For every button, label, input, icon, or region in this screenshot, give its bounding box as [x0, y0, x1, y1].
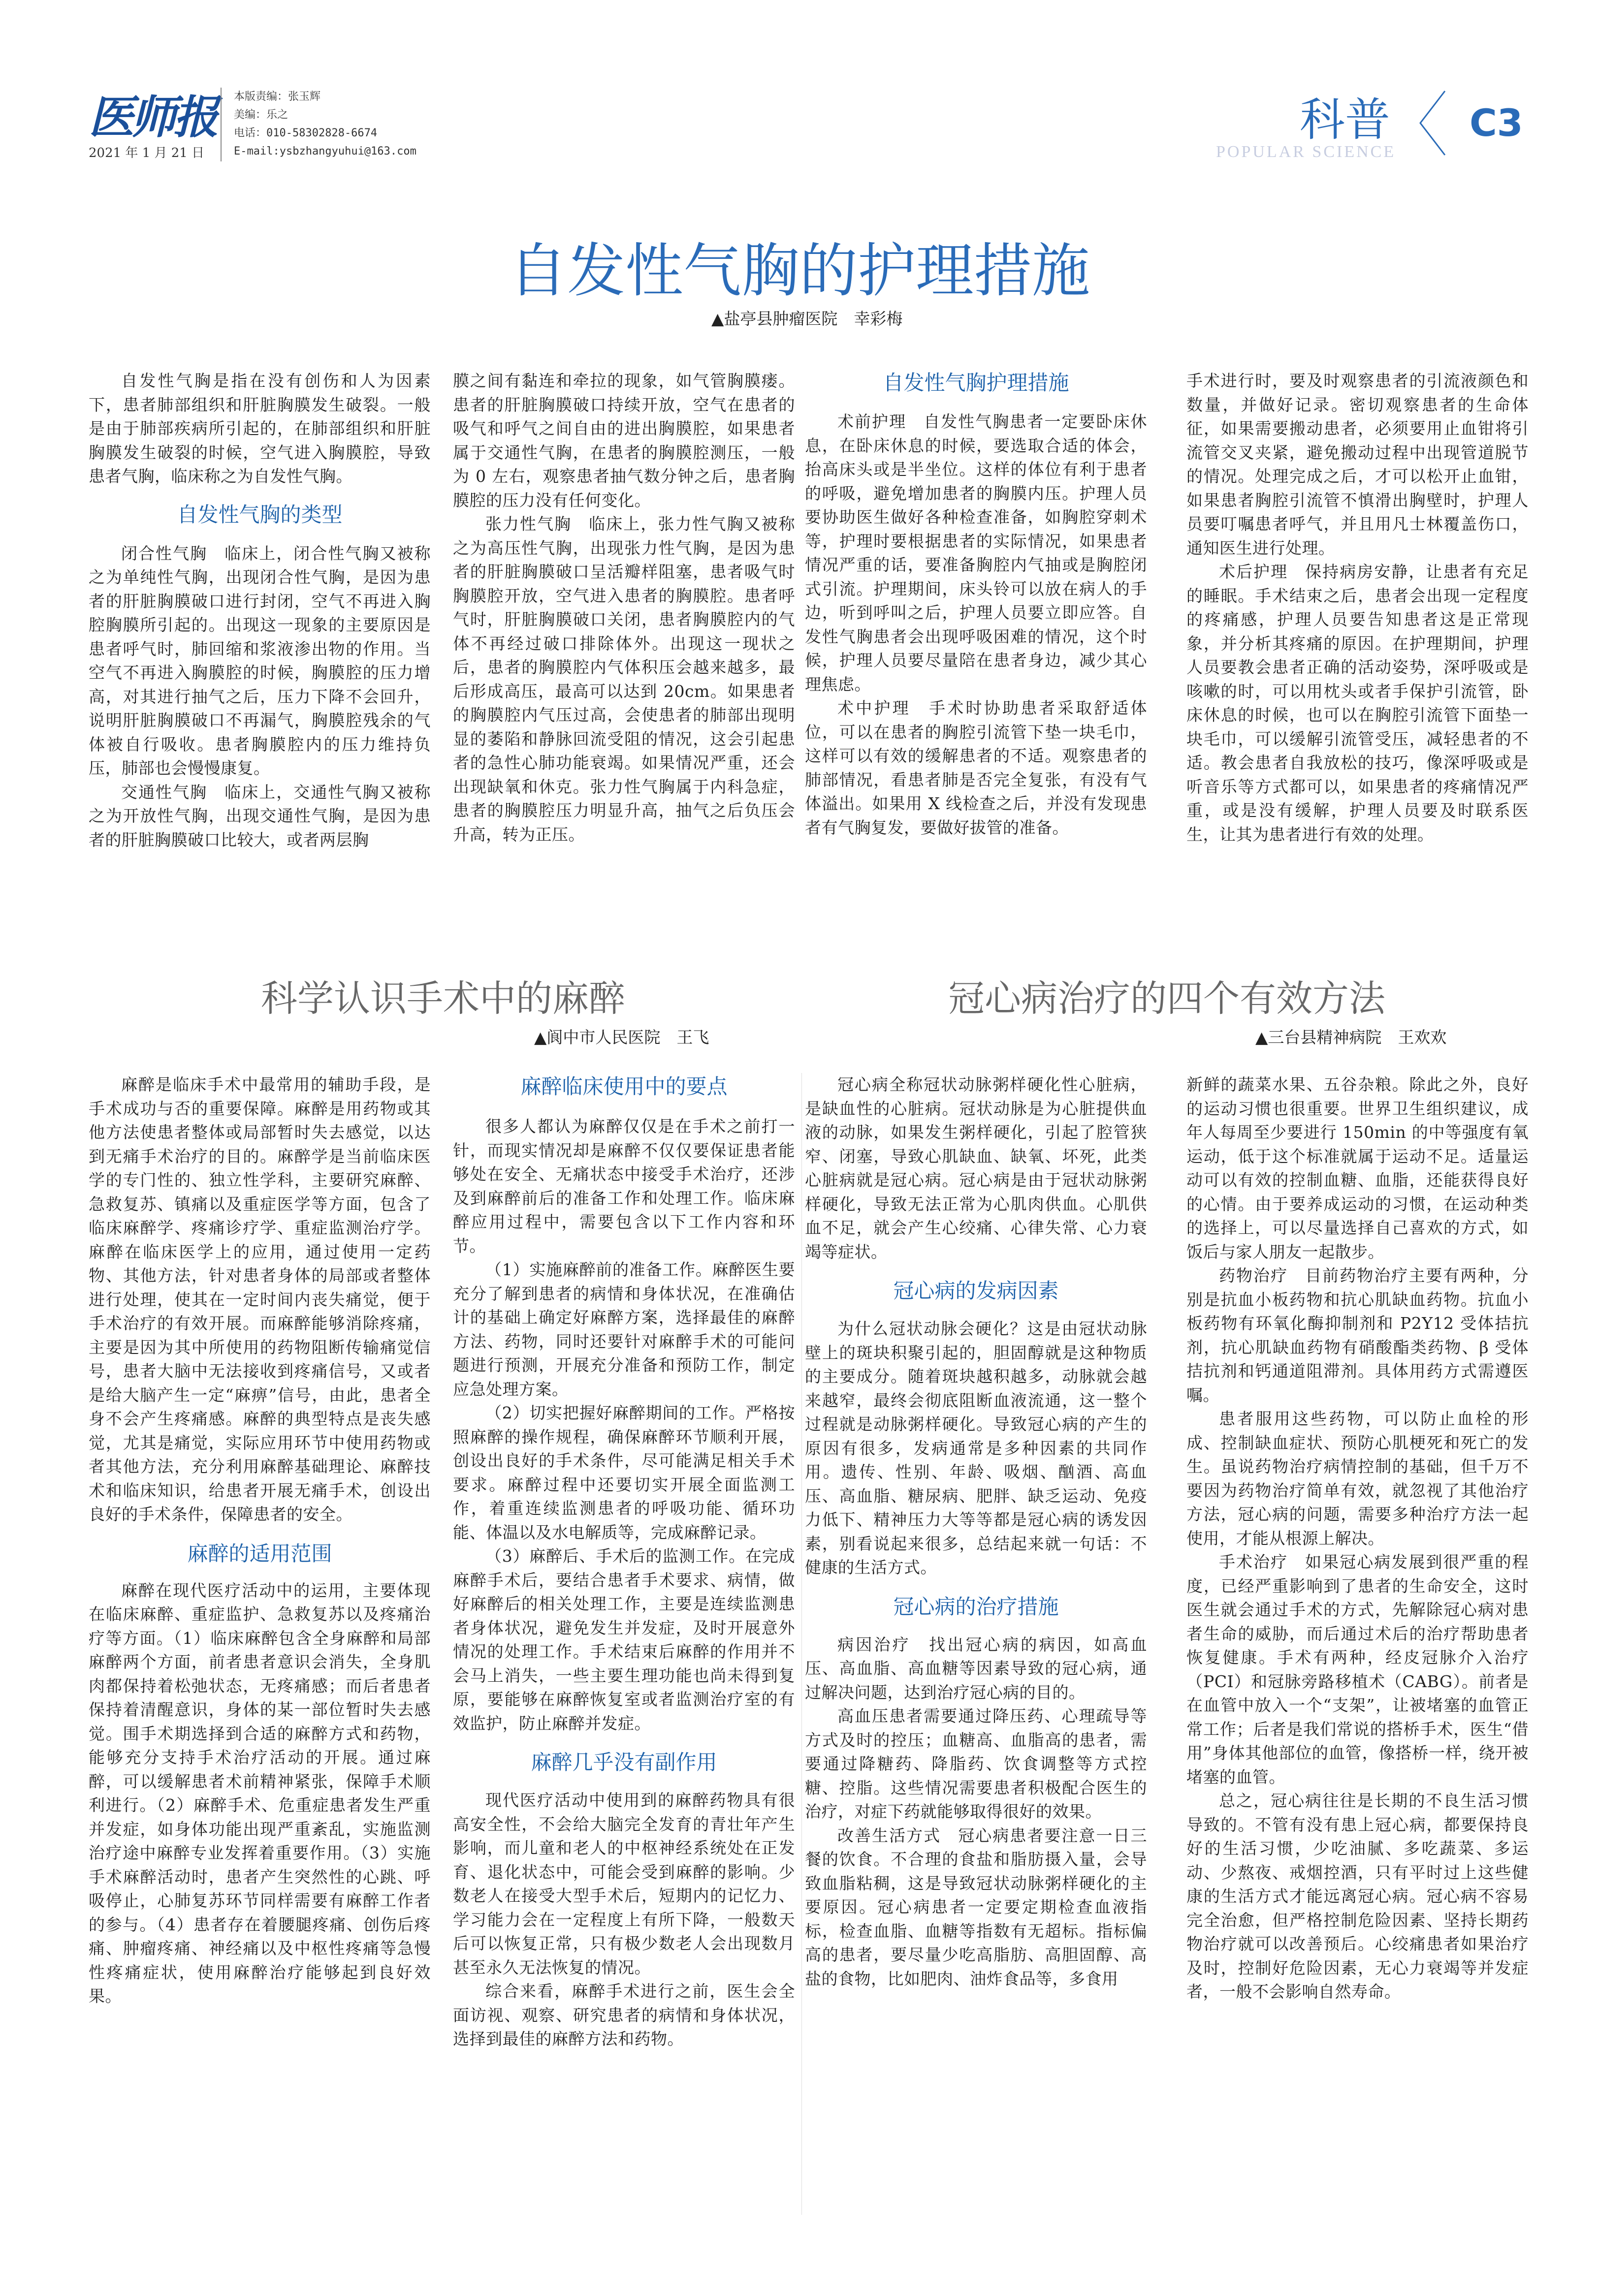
masthead-divider — [221, 88, 222, 161]
article2-column-1 — [89, 1073, 431, 2009]
chevron-left-icon — [1418, 89, 1447, 157]
newspaper-logo: 医师报 — [89, 91, 216, 144]
article1-author: ▲盐亭县肿瘤医院 幸彩梅 — [711, 309, 903, 328]
article2-title: 科学认识手术中的麻醉 — [261, 977, 625, 1020]
paragraph: 药物治疗 目前药物治疗主要有两种，分别是抗血小板药物和抗心肌缺血药物。抗血小板药物有环氧化酶抑制剂和 P2Y12 受体拮抗剂，抗心肌缺血药物有硝酸酯类药物、β 受体拮抗剂和钙通道阻滞剂。具体用药方式需遵医嘱。 — [1186, 1266, 1529, 1405]
editor-line: 本版责编：张玉辉 — [234, 91, 321, 103]
paragraph: （2）切实把握好麻醉期间的工作。严格按照麻醉的操作规程，确保麻醉环节顺利开展，创设出良好的手术条件，尽可能满足相关手术要求。麻醉过程中还要切实开展全面监测工作，着重连续监测患者的呼吸功能、循环功能、体温以及水电解质等，完成麻醉记录。 — [453, 1403, 795, 1542]
paragraph: 术前护理 自发性气胸患者一定要卧床休息，在卧床休息的时候，要选取合适的体会，抬高床头或是半坐位。这样的体位有利于患者的呼吸，避免增加患者的胸膜内压。护理人员要协助医生做好各种检查准备，如胸腔穿刺术等，护理时要根据患者的实际情况，如果患者情况严重的话，要准备胸腔内气抽或是胸腔闭式引流。护理期间，床头铃可以放在病人的手边，听到呼叫之后，护理人员要立即应答。自发性气胸患者会出现呼吸困难的情况，这个时候，护理人员要尽量陪在患者身边，减少其心理焦虑。 — [805, 412, 1147, 694]
paragraph: 手术治疗 如果冠心病发展到很严重的程度，已经严重影响到了患者的生命安全，这时医生就会通过手术的方式，先解除冠心病对患者生命的威胁，而后通过术后的治疗帮助患者恢复健康。手术有两种，经皮冠脉介入治疗（PCI）和冠脉旁路移植术（CABG）。前者是在血管中放入一个“支架”，让被堵塞的血管正常工作；后者是我们常说的搭桥手术，医生“借用”身体其他部位的血管，像搭桥一样，绕开被堵塞的血管。 — [1186, 1552, 1529, 1787]
paragraph: 闭合性气胸 临床上，闭合性气胸又被称之为单纯性气胸，出现闭合性气胸，是因为患者的肝脏胸膜破口进行封闭，空气不再进入胸腔胸膜所引起的。出现这一现象的主要原因是患者呼气时，肺回缩和浆液渗出物的作用。当空气不再进入胸膜腔的时候，胸膜腔的压力增高，对其进行抽气之后，压力下降不会回升，说明肝脏胸膜破口不再漏气，胸膜腔残余的气体被自行吸收。患者胸膜腔内的压力维持负压，肺部也会慢慢康复。 — [89, 543, 431, 778]
paragraph: 很多人都认为麻醉仅仅是在手术之前打一针，而现实情况却是麻醉不仅仅要保证患者能够处在安全、无痛状态中接受手术治疗，还涉及到麻醉前后的准备工作和处理工作。临床麻醉应用过程中，需要包含以下工作内容和环节。 — [453, 1117, 795, 1256]
section-name-en: POPULAR SCIENCE — [1216, 143, 1396, 161]
article1-column-3 — [805, 367, 1147, 840]
article1-column-4 — [1186, 369, 1529, 847]
paragraph: 术后护理 保持病房安静，让患者有充足的睡眠。手术结束之后，患者会出现一定程度的疼痛感，护理人员要告知患者这是正常现象，并分析其疼痛的原因。在护理期间，护理人员要教会患者正确的活动姿势，深呼吸或是咳嗽的时，可以用枕头或者手保护引流管，卧床休息的时候，也可以在胸腔引流管下面垫一块毛巾，可以缓解引流管受压，减轻患者的不适。教会患者自我放松的技巧，像深呼吸或是听音乐等方式都可以，如果患者的疼痛情况严重，或是没有缓解，护理人员要及时联系医生，让其为患者进行有效的处理。 — [1186, 562, 1529, 844]
paragraph: 交通性气胸 临床上，交通性气胸又被称之为开放性气胸，出现交通性气胸，是因为患者的肝脏胸膜破口比较大，或者两层胸 — [89, 782, 431, 849]
subheading: 自发性气胸的类型 — [177, 502, 343, 527]
paragraph: 张力性气胸 临床上，张力性气胸又被称之为高压性气胸，出现张力性气胸，是因为患者的肝脏胸膜破口呈活瓣样阻塞，患者吸气时胸膜腔开放，空气进入患者的胸膜腔。患者呼气时，肝脏胸膜破口关闭，患者胸膜腔内的气体不再经过破口排除体外。出现这一现状之后，患者的胸膜腔内气体积压会越来越多，最后形成高压，最高可以达到 20cm。如果患者的胸膜腔内气压过高，会使患者的肺部出现明显的萎陷和静脉回流受阻的情况，这会引起患者的急性心肺功能衰竭。如果情况严重，还会出现缺氧和休克。张力性气胸属于内科急症，患者的胸膜腔压力明显升高，抽气之后负压会升高，转为正压。 — [453, 514, 795, 844]
article1-title: 自发性气胸的护理措施 — [509, 237, 1090, 305]
masthead — [0, 0, 1599, 162]
paragraph: 麻醉在现代医疗活动中的运用，主要体现在临床麻醉、重症监护、急救复苏以及疼痛治疗等方面。（1）临床麻醉包含全身麻醉和局部麻醉两个方面，前者患者意识会消失，全身肌肉都保持着松弛状态，无疼痛感；而后者患者保持着清醒意识，身体的某一部位暂时失去感觉。围手术期选择到合适的麻醉方式和药物，能够充分支持手术治疗活动的开展。通过麻醉，可以缓解患者术前精神紧张，保障手术顺利进行。（2）麻醉手术、危重症患者发生严重并发症，如身体功能出现严重紊乱，实施监测治疗途中麻醉专业发挥着重要作用。（3）实施手术麻醉活动时，患者产生突然性的心跳、呼吸停止，心肺复苏环节同样需要有麻醉工作者的参与。（4）患者存在着腰腿疼痛、创伤后疼痛、肿瘤疼痛、神经痛以及中枢性疼痛等急慢性疼痛症状，使用麻醉治疗能够起到良好效果。 — [89, 1580, 431, 2006]
paragraph: 冠心病全称冠状动脉粥样硬化性心脏病，是缺血性的心脏病。冠状动脉是为心脏提供血液的动脉，如果发生粥样硬化，引起了腔管狭窄、闭塞，导致心肌缺血、缺氧、坏死，此类心脏病就是冠心病。冠心病是由于冠状动脉粥样硬化，导致无法正常为心肌肉供血。心肌供血不足，就会产生心绞痛、心律失常、心力衰竭等症状。 — [805, 1075, 1147, 1261]
subheading: 自发性气胸护理措施 — [883, 371, 1069, 395]
section-name: 科普 — [1300, 94, 1391, 146]
phone-line: 电话：010-58302828-6674 — [234, 127, 378, 139]
paragraph: 自发性气胸是指在没有创伤和人为因素下，患者肺部组织和肝脏胸膜发生破裂。一般是由于肺部疾病所引起的，在肺部组织和肝脏胸膜发生破裂的时候，空气进入胸膜腔，导致患者气胸，临床称之为自发性气胸。 — [89, 371, 431, 486]
designer-line: 美编：乐之 — [234, 109, 288, 121]
paragraph: 手术进行时，要及时观察患者的引流液颜色和数量，并做好记录。密切观察患者的生命体征，如果需要搬动患者，必须要用止血钳将引流管交叉夹紧，避免搬动过程中出现管道脱节的情况。处理完成之后，才可以松开止血钳，如果患者胸腔引流管不慎滑出胸壁时，护理人员要叮嘱患者呼气，并且用凡士林覆盖伤口，通知医生进行处理。 — [1186, 371, 1529, 558]
paragraph: 改善生活方式 冠心病患者要注意一日三餐的饮食。不合理的食盐和脂肪摄入量，会导致血脂粘稠，这是导致冠状动脉粥样硬化的主要原因。冠心病患者一定要定期检查血液指标，检查血脂、血糖等指数有无超标。指标偏高的患者，要尽量少吃高脂肪、高胆固醇、高盐的食物，比如肥肉、油炸食品等，多食用 — [805, 1825, 1147, 1988]
paragraph: 术中护理 手术时协助患者采取舒适体位，可以在患者的胸腔引流管下垫一块毛巾，这样可以有效的缓解患者的不适。观察患者的肺部情况，看患者肺是否完全复张，有没有气体溢出。如果用 X 线检查之后，并没有发现患者有气胸复发，要做好拔管的准备。 — [805, 698, 1147, 837]
page-code: C3 — [1470, 101, 1523, 145]
article3-author: ▲三台县精神病院 王欢欢 — [1255, 1028, 1447, 1047]
paragraph: 膜之间有黏连和牵拉的现象，如气管胸膜瘘。患者的肝脏胸膜破口持续开放，空气在患者的吸气和呼气之间自由的进出胸膜腔，如果患者属于交通性气胸，在患者的胸膜腔测压，一般为 0 左右，观察患者抽气数分钟之后，患者胸膜腔的压力没有任何变化。 — [453, 371, 795, 510]
subheading: 冠心病的治疗措施 — [893, 1594, 1059, 1619]
article3-title: 冠心病治疗的四个有效方法 — [948, 977, 1385, 1020]
issue-date: 2021 年 1 月 21 日 — [89, 146, 205, 160]
email-line: E-mail:ysbzhangyuhui@163.com — [234, 145, 416, 157]
subheading: 麻醉几乎没有副作用 — [531, 1750, 717, 1774]
editor-info — [234, 88, 416, 160]
article3-column-2 — [1186, 1073, 1529, 2004]
column-divider — [801, 1073, 802, 2215]
paragraph: （3）麻醉后、手术后的监测工作。在完成麻醉手术后，要结合患者手术要求、病情，做好麻醉后的相关处理工作，主要是连续监测患者身体状况，避免发生并发症，及时开展意外情况的处理工作。手术结束后麻醉的作用并不会马上消失，一些主要生理功能也尚未得到复原，要能够在麻醉恢复室或者监测治疗室的有效监护，防止麻醉并发症。 — [453, 1546, 795, 1733]
paragraph: 高血压患者需要通过降压药、心理疏导等方式及时的控压；血糖高、血脂高的患者，需要通过降糖药、降脂药、饮食调整等方式控糖、控脂。这些情况需要患者积极配合医生的治疗，对症下药就能够取得很好的效果。 — [805, 1706, 1147, 1821]
paragraph: 为什么冠状动脉会硬化？这是由冠状动脉壁上的斑块积聚引起的，胆固醇就是这种物质的主要成分。随着斑块越积越多，动脉就会越来越窄，最终会彻底阻断血液流通，这一整个过程就是动脉粥样硬化。导致冠心病的产生的原因有很多，发病通常是多种因素的共同作用。遗传、性别、年龄、吸烟、酗酒、高血压、高血脂、糖尿病、肥胖、缺乏运动、免疫力低下、精神压力大等等都是冠心病的诱发因素，别看说起来很多，总结起来就一句话：不健康的生活方式。 — [805, 1319, 1147, 1577]
subheading: 麻醉的适用范围 — [187, 1541, 332, 1566]
paragraph: 现代医疗活动中使用到的麻醉药物具有很高安全性，不会给大脑完全发育的青壮年产生影响，而儿童和老人的中枢神经系统处在正发育、退化状态中，可能会受到麻醉的影响。少数老人在接受大型手术后，短期内的记忆力、学习能力会在一定程度上有所下降，一般数天后可以恢复正常，只有极少数老人会出现数月甚至永久无法恢复的情况。 — [453, 1791, 795, 1977]
paragraph: 总之，冠心病往往是长期的不良生活习惯导致的。不管有没有患上冠心病，都要保持良好的生活习惯，少吃油腻、多吃蔬菜、多运动、少熬夜、戒烟控酒，只有平时过上这些健康的生活方式才能远离冠心病。冠心病不容易完全治愈，但严格控制危险因素、坚持长期药物治疗就可以改善预后。心绞痛患者如果治疗及时，控制好危险因素，无心力衰竭等并发症者，一般不会影响自然寿命。 — [1186, 1791, 1529, 2001]
paragraph: 新鲜的蔬菜水果、五谷杂粮。除此之外，良好的运动习惯也很重要。世界卫生组织建议，成年人每周至少要进行 150min 的中等强度有氧运动，低于这个标准就属于运动不足。适量运动可以有效的控制血糖、血脂，还能获得良好的心情。由于要养成运动的习惯，在运动种类的选择上，可以尽量选择自己喜欢的方式，如饭后与家人朋友一起散步。 — [1186, 1075, 1529, 1261]
article1-column-2 — [453, 369, 795, 847]
subheading: 冠心病的发病因素 — [893, 1279, 1059, 1303]
paragraph: 麻醉是临床手术中最常用的辅助手段，是手术成功与否的重要保障。麻醉是用药物或其他方法使患者整体或局部暂时失去感觉，以达到无痛手术治疗的目的。麻醉学是当前临床医学的专门性的、独立性学科，主要研究麻醉、急救复苏、镇痛以及重症医学等方面，包含了临床麻醉学、疼痛诊疗学、重症监测治疗学。麻醉在临床医学上的应用，通过使用一定药物、其他方法，针对患者身体的局部或者整体进行处理，使其在一定时间内丧失痛觉，便于手术治疗的有效开展。而麻醉能够消除疼痛，主要是因为其中所使用的药物阻断传输痛觉信号，患者大脑中无法接收到疼痛信号，又或者是给大脑产生一定“麻痹”信号，由此，患者全身不会产生疼痛感。麻醉的典型特点是丧失感觉，尤其是痛觉，实际应用环节中使用药物或者其他方法，充分利用麻醉基础理论、麻醉技术和临床知识，给患者开展无痛手术，创设出良好的手术条件，保障患者的安全。 — [89, 1075, 431, 1524]
article2-column-2 — [453, 1070, 795, 2051]
paragraph: 病因治疗 找出冠心病的病因，如高血压、高血脂、高血糖等因素导致的冠心病，通过解决问题，达到治疗冠心病的目的。 — [805, 1635, 1147, 1702]
article3-column-1 — [805, 1073, 1147, 1991]
paragraph: （1）实施麻醉前的准备工作。麻醉医生要充分了解到患者的病情和身体状况，在准确估计的基础上确定好麻醉方案，选择最佳的麻醉方法、药物，同时还要针对麻醉手术的可能问题进行预测，开展充分准备和预防工作，制定应急处理方案。 — [453, 1260, 795, 1399]
article2-author: ▲阆中市人民医院 王飞 — [534, 1028, 709, 1047]
article1-column-1 — [89, 369, 431, 852]
subheading: 麻醉临床使用中的要点 — [520, 1074, 728, 1099]
paragraph: 患者服用这些药物，可以防止血栓的形成、控制缺血症状、预防心肌梗死和死亡的发生。虽说药物治疗病情控制的基础，但千万不要因为药物治疗简单有效，就忽视了其他治疗方法，冠心病的问题，需要多种治疗方法一起使用，才能从根源上解决。 — [1186, 1409, 1529, 1548]
paragraph: 综合来看，麻醉手术进行之前，医生会全面访视、观察、研究患者的病情和身体状况，选择到最佳的麻醉方法和药物。 — [453, 1981, 795, 2048]
